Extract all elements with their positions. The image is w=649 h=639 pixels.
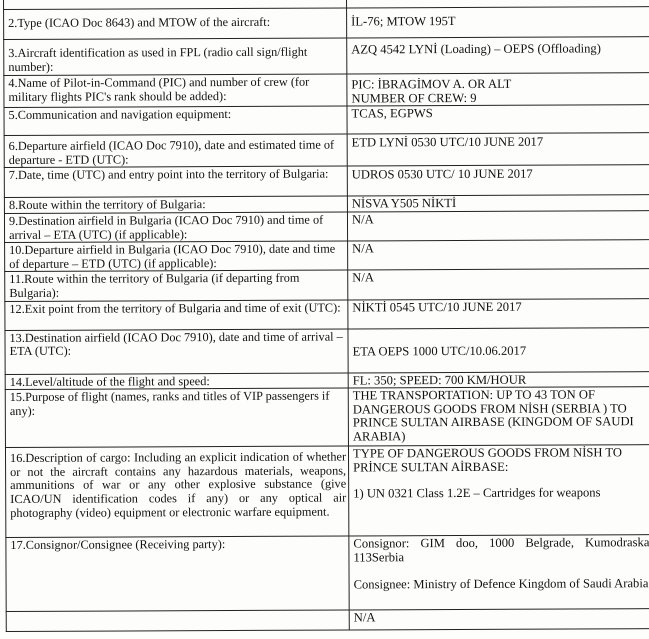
- row-12-value: NİKTİ 0545 UTC/10 JUNE 2017: [348, 298, 649, 328]
- row-7-label: 7.Date, time (UTC) and entry point into the territory of Bulgaria:: [4, 166, 347, 197]
- row-17-value: [349, 535, 649, 610]
- row-4-label: 4.Name of Pilot-in-Command (PIC) and number of crew (for military flights PIC's rank should be added):: [4, 74, 347, 108]
- crew-count: NUMBER OF CREW: 9: [351, 90, 477, 106]
- form-row-12: [5, 298, 649, 330]
- row-2-label: 2.Type (ICAO Doc 8643) and MTOW of the aircraft:: [4, 8, 347, 39]
- form-row-3: [4, 37, 649, 76]
- row-8-label: 8.Route within the territory of Bulgaria:: [4, 196, 347, 213]
- form-row-10: [5, 240, 649, 272]
- row-4-value: [347, 73, 649, 107]
- form-row-11: [5, 269, 649, 301]
- row-13-value: ETA OEPS 1000 UTC/10.06.2017: [348, 327, 649, 372]
- form-row-9: [4, 211, 649, 243]
- flight-permission-form: [3, 0, 647, 632]
- row-16-label: 16.Description of cargo: Including an explicit indication of whether or not the aircraft contains any hazardous materials, weapons, ammunitions of war or any other explosive substance (give ICAO/UN identification codes if any) or any optical air photography (video) equipment or electronic warfare equipment.: [5, 446, 348, 537]
- row-13-label: 13.Destination airfield (ICAO Doc 7910), date and time of arrival – ETA (UTC):: [5, 329, 348, 374]
- row-2-value: İL-76; MTOW 195T: [347, 7, 649, 38]
- form-table: [3, 0, 649, 632]
- form-row-13: [5, 327, 649, 374]
- form-row-5: [4, 105, 649, 136]
- form-row-4: [4, 73, 649, 108]
- form-row-2: [4, 7, 649, 40]
- consignor: Consignor: GIM doo, 1000 Belgrade, Kumodraska 113Serbia: [353, 535, 649, 565]
- row-11-label: 11.Route within the territory of Bulgaria (if departing from Bulgaria):: [5, 270, 348, 301]
- consignee: Consignee: Ministry of Defence Kingdom of Saudi Arabia: [353, 576, 649, 592]
- row-3-value: AZQ 4542 LYNİ (Loading) – OEPS (Offloading): [347, 37, 649, 74]
- row-6-label: 6.Departure airfield (ICAO Doc 7910), date and estimated time of departure - ETD (UTC):: [4, 134, 347, 168]
- row-18-label: [6, 610, 349, 631]
- form-row-18: [6, 609, 649, 632]
- form-row-7: [4, 165, 649, 198]
- form-row-15: [5, 387, 649, 448]
- row-11-value: N/A: [348, 269, 649, 300]
- row-17-label: 17.Consignor/Consignee (Receiving party):: [6, 536, 349, 611]
- row-18-value: N/A: [349, 609, 649, 630]
- row-9-label: 9.Destination airfield in Bulgaria (ICAO Doc 7910) and time of arrival – ETA (UTC) (if applicable):: [4, 212, 347, 243]
- cargo-type: TYPE OF DANGEROUS GOODS FROM NİSH TO PRİNCE SULTAN AİRBASE:: [352, 445, 622, 475]
- row-5-value: TCAS, EGPWS: [347, 105, 649, 134]
- row-8-value: NİSVA Y505 NİKTİ: [347, 195, 649, 212]
- row-3-label: 3.Aircraft identification as used in FPL (radio call sign/flight number):: [4, 38, 347, 75]
- form-row-16: [5, 445, 649, 538]
- cargo-item-1: 1) UN 0321 Class 1.2E – Cartridges for weapons: [353, 485, 601, 501]
- row-9-value: N/A: [347, 211, 649, 242]
- row-14-label: 14.Level/altitude of the flight and speed:: [5, 373, 348, 390]
- form-row-6: [4, 133, 649, 168]
- row-15-value: THE TRANSPORTATION: UP TO 43 TON OF DANGEROUS GOODS FROM NİSH (SERBIA ) TO PRINCE SULTAN AIRBASE (KINGDOM OF SAUDI ARABIA): [348, 387, 649, 446]
- row-15-label: 15.Purpose of flight (names, ranks and titles of VIP passengers if any):: [5, 388, 348, 447]
- row-16-value: [348, 445, 649, 536]
- row-10-label: 10.Departure airfield in Bulgaria (ICAO Doc 7910), date and time of departure – ETD (UTC) (if applicable):: [5, 241, 348, 272]
- row-6-value: ETD LYNİ 0530 UTC/10 JUNE 2017: [347, 133, 649, 167]
- row-7-value: UDROS 0530 UTC/ 10 JUNE 2017: [347, 165, 649, 196]
- row-5-label: 5.Communication and navigation equipment:: [4, 106, 347, 135]
- form-row-17: [6, 535, 649, 612]
- row-12-label: 12.Exit point from the territory of Bulgaria and time of exit (UTC):: [5, 300, 348, 330]
- pic-name: PIC: İBRAGİMOV A. OR ALT: [351, 76, 512, 92]
- row-14-value: FL: 350; SPEED: 700 KM/HOUR: [348, 371, 649, 388]
- row-10-value: N/A: [348, 240, 649, 271]
